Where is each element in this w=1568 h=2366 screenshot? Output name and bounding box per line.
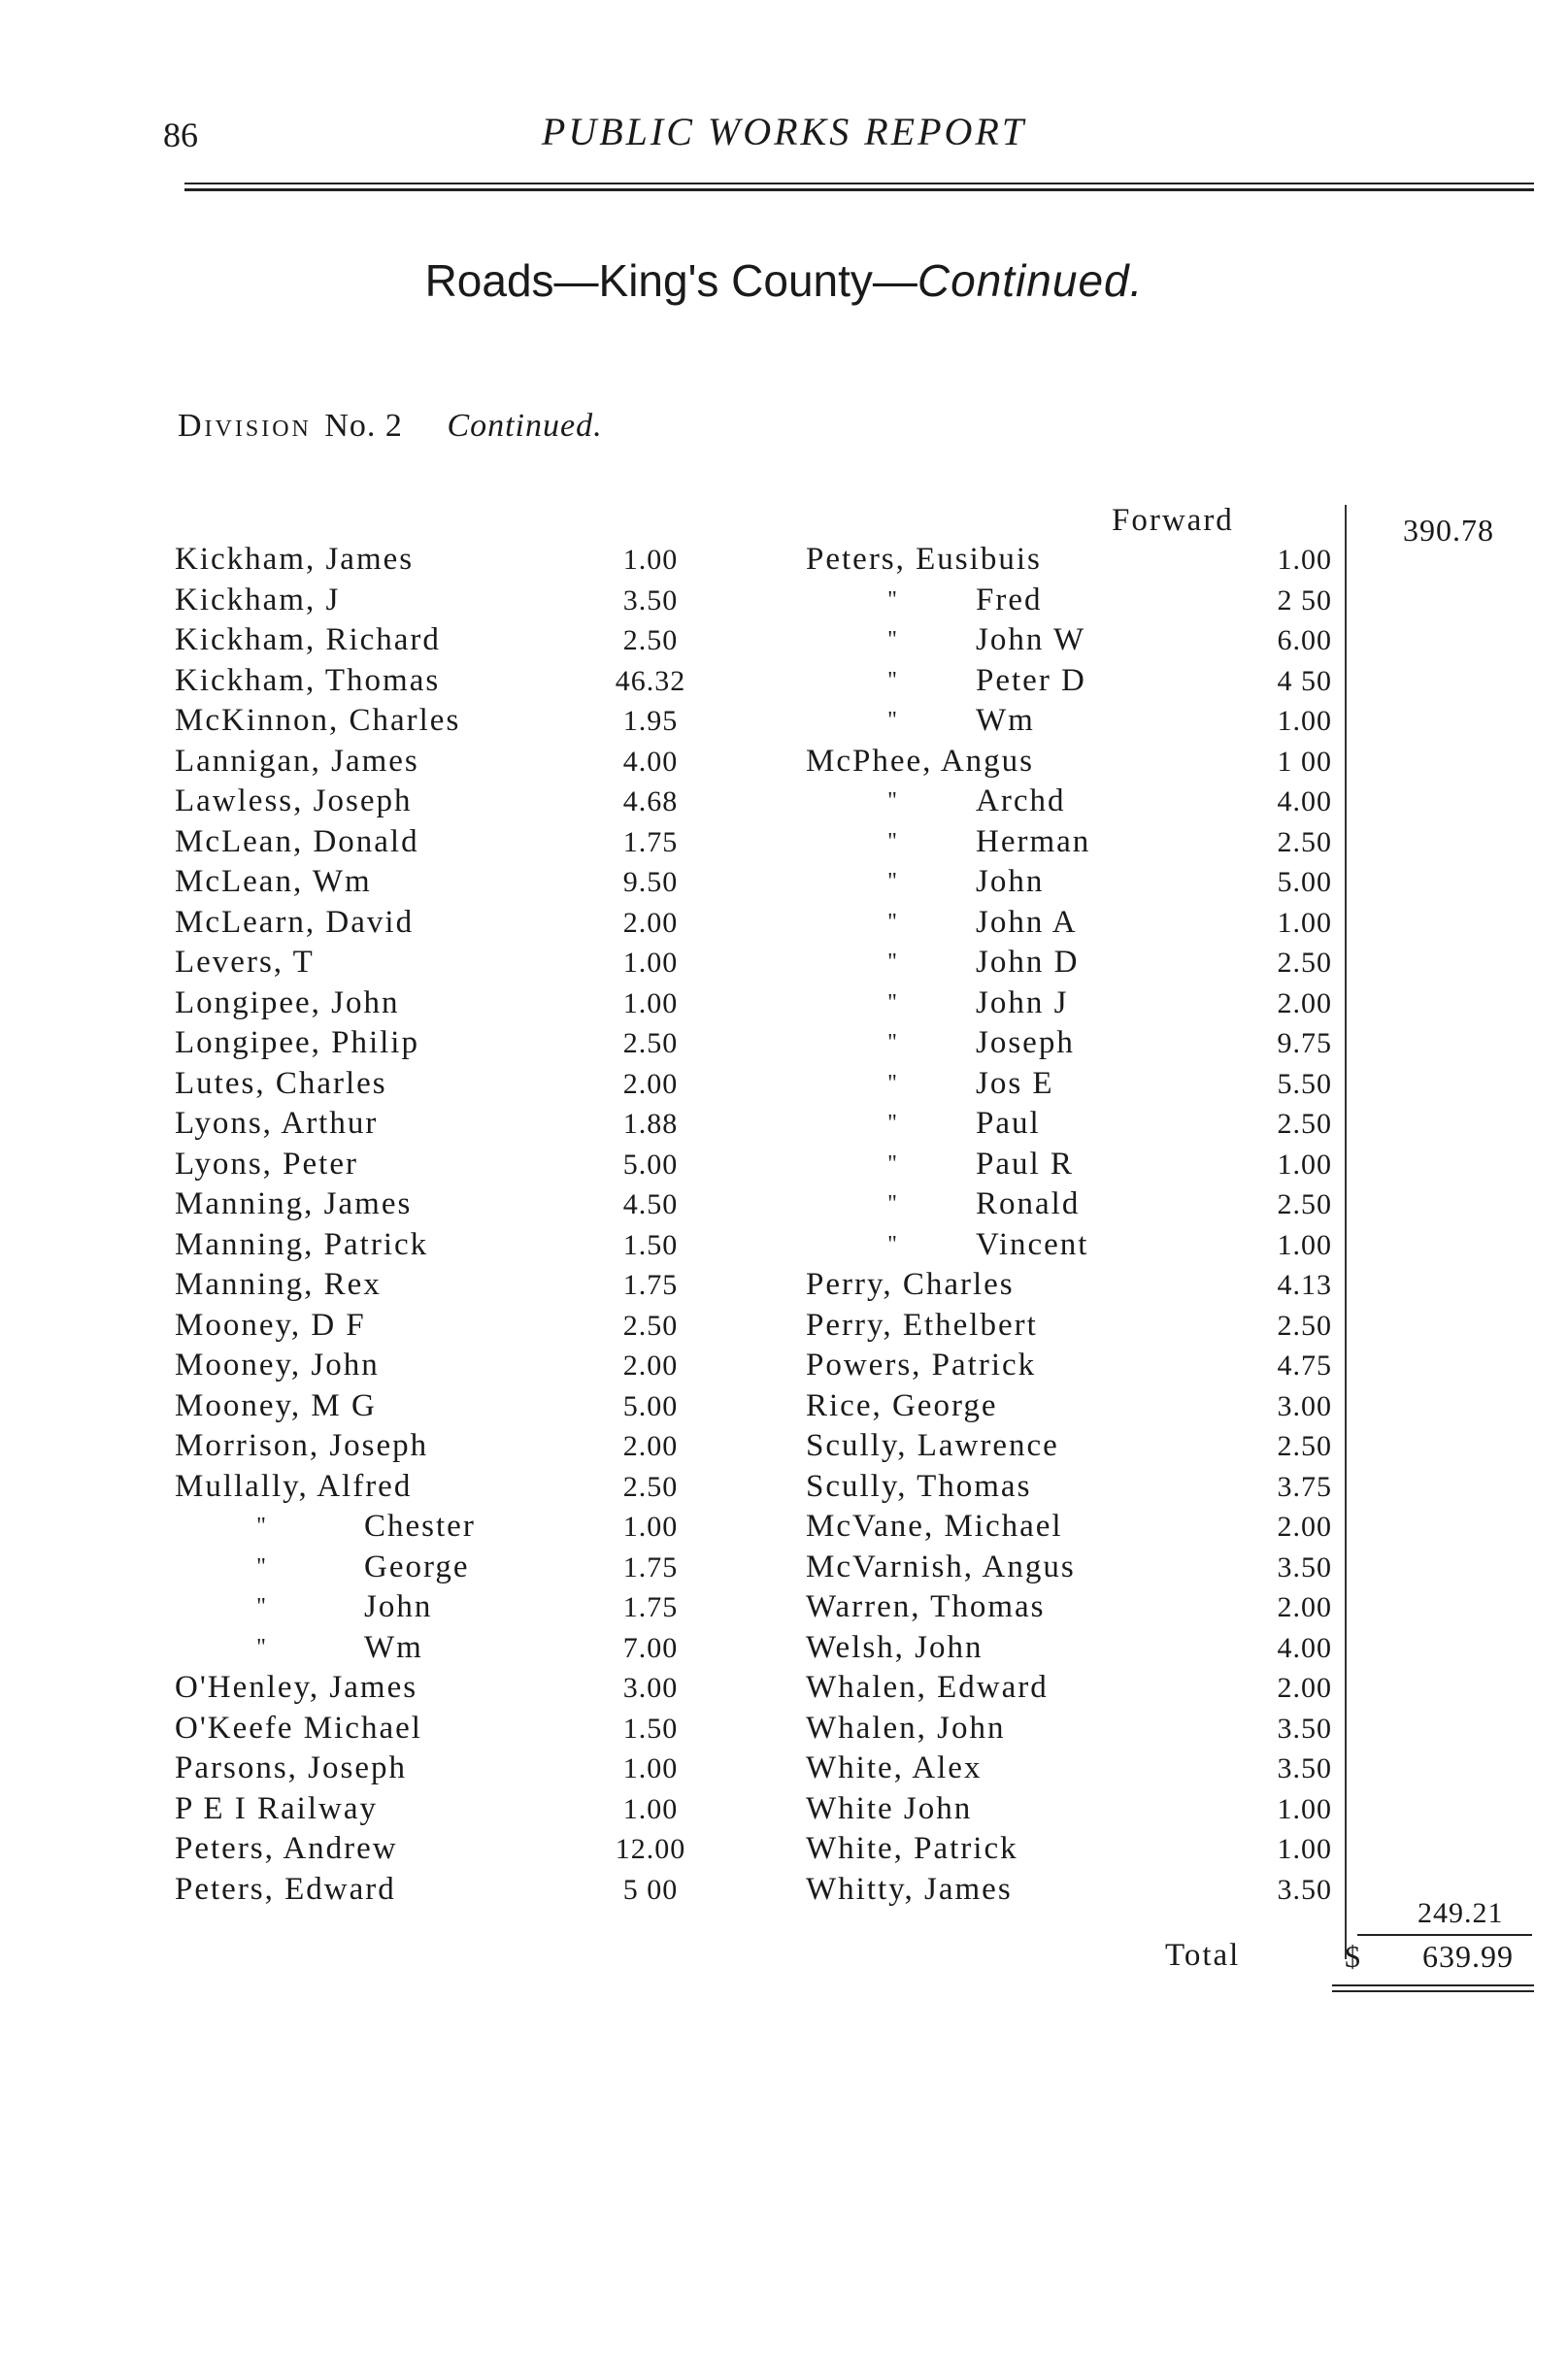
payee-name: Levers, T [175, 945, 315, 980]
ditto-mark: " [887, 950, 899, 975]
payment-amount: 1.00 [1277, 1833, 1332, 1865]
table-row [806, 1507, 1350, 1548]
total-rule-upper [1332, 1984, 1534, 1986]
payment-amount: 2.50 [622, 1027, 679, 1059]
payee-name: Perry, Ethelbert [806, 1307, 1038, 1343]
table-row [806, 943, 1350, 983]
ditto-mark: " [887, 667, 899, 693]
payment-amount: 1.75 [622, 825, 679, 858]
payee-name: Parsons, Joseph [175, 1750, 408, 1785]
table-row [806, 1789, 1350, 1830]
table-row [806, 1749, 1350, 1789]
ditto-mark: " [887, 909, 899, 935]
payee-given-name: Ronald [976, 1186, 1081, 1221]
table-row [175, 1346, 718, 1386]
table-row [175, 1426, 718, 1467]
payment-amount: 2.50 [1277, 1108, 1332, 1140]
left-column [175, 540, 718, 1910]
division-heading [178, 408, 603, 445]
payee-name: White, Alex [806, 1750, 983, 1785]
payment-amount: 2.50 [1277, 1188, 1332, 1220]
total-amount: 639.99 [1422, 1939, 1514, 1974]
payment-amount: 1.00 [1277, 1792, 1332, 1825]
payee-name: Kickham, James [175, 542, 415, 577]
payment-amount: 1.00 [622, 986, 679, 1019]
ditto-mark: " [887, 586, 899, 613]
payee-given-name: Wm [364, 1629, 423, 1665]
table-row [175, 1265, 718, 1306]
page-number: 86 [163, 116, 198, 154]
table-row [175, 983, 718, 1024]
payment-amount: 4.68 [622, 785, 679, 817]
payment-amount: 2.00 [622, 1430, 679, 1462]
ditto-mark: " [887, 788, 899, 814]
payment-amount: 2.50 [622, 1470, 679, 1503]
table-row [806, 1548, 1350, 1588]
payment-amount: 1.00 [1277, 544, 1332, 576]
table-row [806, 822, 1350, 863]
payee-name: Kickham, Thomas [175, 662, 441, 698]
ditto-mark: " [887, 1150, 899, 1177]
table-row [175, 1104, 718, 1145]
table-row [175, 1870, 718, 1911]
payment-amount: 4.75 [1277, 1350, 1332, 1382]
payment-amount: 4.00 [622, 745, 679, 778]
table-row [806, 1587, 1350, 1628]
ditto-mark: " [256, 1514, 268, 1539]
table-row [175, 620, 718, 661]
payee-name: Lannigan, James [175, 743, 419, 779]
table-row [806, 1628, 1350, 1669]
table-row [175, 1789, 718, 1830]
payee-given-name: George [364, 1549, 470, 1584]
table-row [175, 1668, 718, 1709]
payee-name: Rice, George [806, 1387, 998, 1423]
table-row [806, 581, 1350, 621]
ditto-mark: " [256, 1553, 268, 1580]
payment-amount: 2.50 [622, 1309, 679, 1342]
payment-amount: 3.50 [622, 583, 679, 616]
payee-name: McLean, Wm [175, 864, 372, 899]
payee-name: Longipee, John [175, 984, 400, 1020]
division-word: Division [178, 408, 312, 444]
payee-name: White, Patrick [806, 1831, 1018, 1866]
table-row [175, 540, 718, 581]
section-title-continued: Continued. [917, 255, 1144, 306]
payee-name: Scully, Lawrence [806, 1428, 1059, 1463]
payee-name: Whalen, Edward [806, 1670, 1049, 1705]
payee-name: Manning, Rex [175, 1267, 382, 1302]
right-column [806, 540, 1350, 1910]
payee-name: Whalen, John [806, 1710, 1006, 1746]
payment-amount: 1.00 [1277, 906, 1332, 939]
payment-amount: 46.32 [615, 664, 686, 697]
payment-amount: 2.00 [1277, 1511, 1332, 1543]
payment-amount: 9.50 [622, 866, 679, 898]
payee-name: Morrison, Joseph [175, 1428, 429, 1463]
payment-amount: 4.00 [1277, 785, 1332, 817]
table-row [175, 1386, 718, 1427]
payment-amount: 1 00 [1277, 745, 1332, 778]
ditto-mark: " [887, 708, 899, 733]
payee-name: Powers, Patrick [806, 1348, 1037, 1383]
payment-amount: 3.50 [1277, 1550, 1332, 1583]
table-row [806, 862, 1350, 903]
table-row [806, 1184, 1350, 1225]
table-row [806, 701, 1350, 742]
payee-given-name: Jos E [976, 1065, 1054, 1101]
table-row [806, 1306, 1350, 1347]
payment-amount: 5.00 [622, 1389, 679, 1422]
table-row [806, 540, 1350, 581]
table-row [175, 1628, 718, 1669]
ditto-mark: " [887, 627, 899, 652]
payment-amount: 3.50 [1277, 1873, 1332, 1906]
payee-name: Mooney, D F [175, 1307, 366, 1343]
payment-amount: 1.50 [622, 1712, 679, 1745]
table-row [175, 1829, 718, 1870]
table-row [175, 742, 718, 783]
payee-given-name: Archd [976, 783, 1066, 818]
payment-amount: 2.00 [1277, 1591, 1332, 1623]
table-row [175, 822, 718, 863]
payee-name: Mooney, John [175, 1348, 380, 1383]
section-title [0, 254, 1568, 307]
table-row [175, 1709, 718, 1750]
total-label: Total [1165, 1938, 1241, 1973]
table-row [806, 1709, 1350, 1750]
table-row [175, 782, 718, 822]
payment-amount: 1.00 [622, 1792, 679, 1825]
payment-amount: 2.00 [1277, 1672, 1332, 1704]
payee-name: Lawless, Joseph [175, 783, 413, 818]
table-row [175, 1548, 718, 1588]
payment-amount: 4.00 [1277, 1631, 1332, 1664]
payee-name: Lutes, Charles [175, 1065, 387, 1101]
payee-given-name: Vincent [976, 1226, 1089, 1262]
payment-amount: 2.50 [622, 624, 679, 656]
running-head: PUBLIC WORKS REPORT [541, 110, 1027, 153]
table-row [806, 1265, 1350, 1306]
table-row [175, 862, 718, 903]
ditto-mark: " [887, 1231, 899, 1257]
table-row [175, 1145, 718, 1185]
payment-amount: 1.95 [622, 705, 679, 737]
table-row [806, 1023, 1350, 1064]
ditto-mark: " [887, 1111, 899, 1136]
payment-amount: 3.50 [1277, 1712, 1332, 1745]
table-row [175, 903, 718, 944]
table-row [175, 1023, 718, 1064]
ditto-mark: " [256, 1594, 268, 1619]
payment-amount: 4.50 [622, 1188, 679, 1220]
table-row [806, 1870, 1350, 1911]
payee-name: Peters, Eusibuis [806, 542, 1042, 577]
payee-name: McVane, Michael [806, 1509, 1063, 1544]
payee-name: Mullally, Alfred [175, 1468, 413, 1504]
payment-amount: 9.75 [1277, 1027, 1332, 1059]
table-row [806, 742, 1350, 783]
ditto-mark: " [887, 989, 899, 1016]
payment-amount: 1.75 [622, 1269, 679, 1301]
table-row [175, 1184, 718, 1225]
payee-given-name: John [976, 864, 1045, 899]
payee-name: Scully, Thomas [806, 1468, 1032, 1504]
payee-name: O'Keefe Michael [175, 1710, 422, 1746]
payment-amount: 1.00 [1277, 1228, 1332, 1261]
payee-name: Mooney, M G [175, 1387, 377, 1423]
payee-name: Kickham, Richard [175, 622, 441, 657]
payee-given-name: Wm [976, 703, 1035, 738]
subtotal-rule [1357, 1934, 1532, 1936]
table-row [806, 1346, 1350, 1386]
payment-amount: 6.00 [1277, 624, 1332, 656]
division-continued: Continued. [447, 408, 603, 444]
table-row [806, 1386, 1350, 1427]
payment-amount: 3.00 [622, 1672, 679, 1704]
payee-name: McPhee, Angus [806, 743, 1034, 779]
payment-amount: 4.13 [1277, 1269, 1332, 1301]
payment-amount: 1.75 [622, 1550, 679, 1583]
table-row [806, 1668, 1350, 1709]
table-row [806, 782, 1350, 822]
payment-amount: 5.00 [1277, 866, 1332, 898]
payment-amount: 5 00 [622, 1873, 679, 1906]
payee-given-name: Paul [976, 1106, 1041, 1141]
total-currency: $ [1345, 1939, 1360, 1974]
payee-name: Perry, Charles [806, 1267, 1015, 1302]
table-row [175, 1749, 718, 1789]
payee-given-name: Joseph [976, 1025, 1075, 1060]
payee-name: P E I Railway [175, 1790, 378, 1826]
payment-amount: 2 50 [1277, 583, 1332, 616]
table-row [175, 701, 718, 742]
section-title-main: Roads—King's County— [424, 255, 917, 306]
division-number: No. 2 [324, 408, 403, 444]
payee-name: Manning, James [175, 1186, 413, 1221]
table-row [175, 581, 718, 621]
payment-amount: 4 50 [1277, 664, 1332, 697]
ditto-mark: " [256, 1634, 268, 1660]
header-rule-thin [184, 183, 1534, 184]
subtotal-amount: 249.21 [1418, 1897, 1504, 1929]
payment-amount: 1.00 [1277, 1148, 1332, 1181]
payment-amount: 2.50 [1277, 825, 1332, 858]
payment-amount: 5.50 [1277, 1067, 1332, 1100]
payee-name: Warren, Thomas [806, 1589, 1046, 1624]
payee-given-name: Paul R [976, 1146, 1074, 1182]
payee-name: McKinnon, Charles [175, 703, 461, 738]
payment-amount: 12.00 [615, 1833, 686, 1865]
payment-amount: 5.00 [622, 1148, 679, 1181]
payee-name: White John [806, 1790, 973, 1826]
payee-name: Longipee, Philip [175, 1025, 419, 1060]
payee-name: O'Henley, James [175, 1670, 418, 1705]
payment-amount: 1.00 [622, 947, 679, 979]
ditto-mark: " [887, 1191, 899, 1216]
payment-amount: 3.00 [1277, 1389, 1332, 1422]
payee-given-name: Fred [976, 582, 1043, 617]
payment-amount: 2.00 [622, 1067, 679, 1100]
payee-given-name: John W [976, 622, 1086, 657]
payee-name: McLean, Donald [175, 823, 419, 859]
payment-amount: 2.50 [1277, 1430, 1332, 1462]
payment-amount: 2.00 [622, 1350, 679, 1382]
table-row [175, 1507, 718, 1548]
payment-amount: 3.75 [1277, 1470, 1332, 1503]
payee-given-name: John A [976, 904, 1078, 940]
payee-given-name: John [364, 1589, 433, 1624]
total-rule-lower [1332, 1990, 1534, 1992]
payment-amount: 1.50 [622, 1228, 679, 1261]
table-row [175, 1587, 718, 1628]
table-row [806, 1426, 1350, 1467]
payee-name: Lyons, Peter [175, 1146, 358, 1182]
payee-name: Welsh, John [806, 1629, 984, 1665]
ditto-mark: " [887, 828, 899, 854]
payment-amount: 1.75 [622, 1591, 679, 1623]
payment-amount: 1.00 [1277, 705, 1332, 737]
table-row [806, 1145, 1350, 1185]
table-row [175, 661, 718, 702]
header-rule-thick [184, 188, 1534, 191]
forward-label: Forward [1112, 503, 1234, 538]
table-row [175, 1064, 718, 1105]
table-row [806, 1829, 1350, 1870]
table-row [175, 1225, 718, 1266]
payee-given-name: Chester [364, 1509, 476, 1544]
payment-amount: 1.88 [622, 1108, 679, 1140]
payee-given-name: John J [976, 984, 1069, 1020]
table-row [806, 1104, 1350, 1145]
table-row [806, 903, 1350, 944]
payment-amount: 7.00 [622, 1631, 679, 1664]
payee-given-name: Herman [976, 823, 1091, 859]
payee-name: McVarnish, Angus [806, 1549, 1076, 1584]
payment-amount: 1.00 [622, 544, 679, 576]
payee-name: Peters, Andrew [175, 1831, 398, 1866]
payee-name: Kickham, J [175, 582, 341, 617]
amount-column-rule [1345, 505, 1347, 1959]
table-row [806, 1064, 1350, 1105]
payee-given-name: Peter D [976, 662, 1086, 698]
payee-name: Manning, Patrick [175, 1226, 429, 1262]
payee-name: Peters, Edward [175, 1871, 396, 1907]
table-row [806, 1225, 1350, 1266]
payee-given-name: John D [976, 945, 1080, 980]
payment-amount: 2.50 [1277, 1309, 1332, 1342]
table-row [806, 620, 1350, 661]
payment-amount: 1.00 [622, 1511, 679, 1543]
payment-amount: 3.50 [1277, 1752, 1332, 1784]
payment-amount: 2.00 [622, 906, 679, 939]
payment-amount: 2.00 [1277, 986, 1332, 1019]
ditto-mark: " [887, 1070, 899, 1096]
payee-name: Lyons, Arthur [175, 1106, 379, 1141]
payment-amount: 2.50 [1277, 947, 1332, 979]
payment-amount: 1.00 [622, 1752, 679, 1784]
payee-name: McLearn, David [175, 904, 415, 940]
forward-amount: 390.78 [1403, 513, 1494, 548]
table-row [806, 983, 1350, 1024]
table-row [175, 1306, 718, 1347]
table-row [175, 943, 718, 983]
ditto-mark: " [887, 1030, 899, 1055]
payee-name: Whitty, James [806, 1871, 1013, 1907]
table-row [806, 1467, 1350, 1508]
table-row [806, 661, 1350, 702]
table-row [175, 1467, 718, 1508]
ditto-mark: " [887, 869, 899, 894]
